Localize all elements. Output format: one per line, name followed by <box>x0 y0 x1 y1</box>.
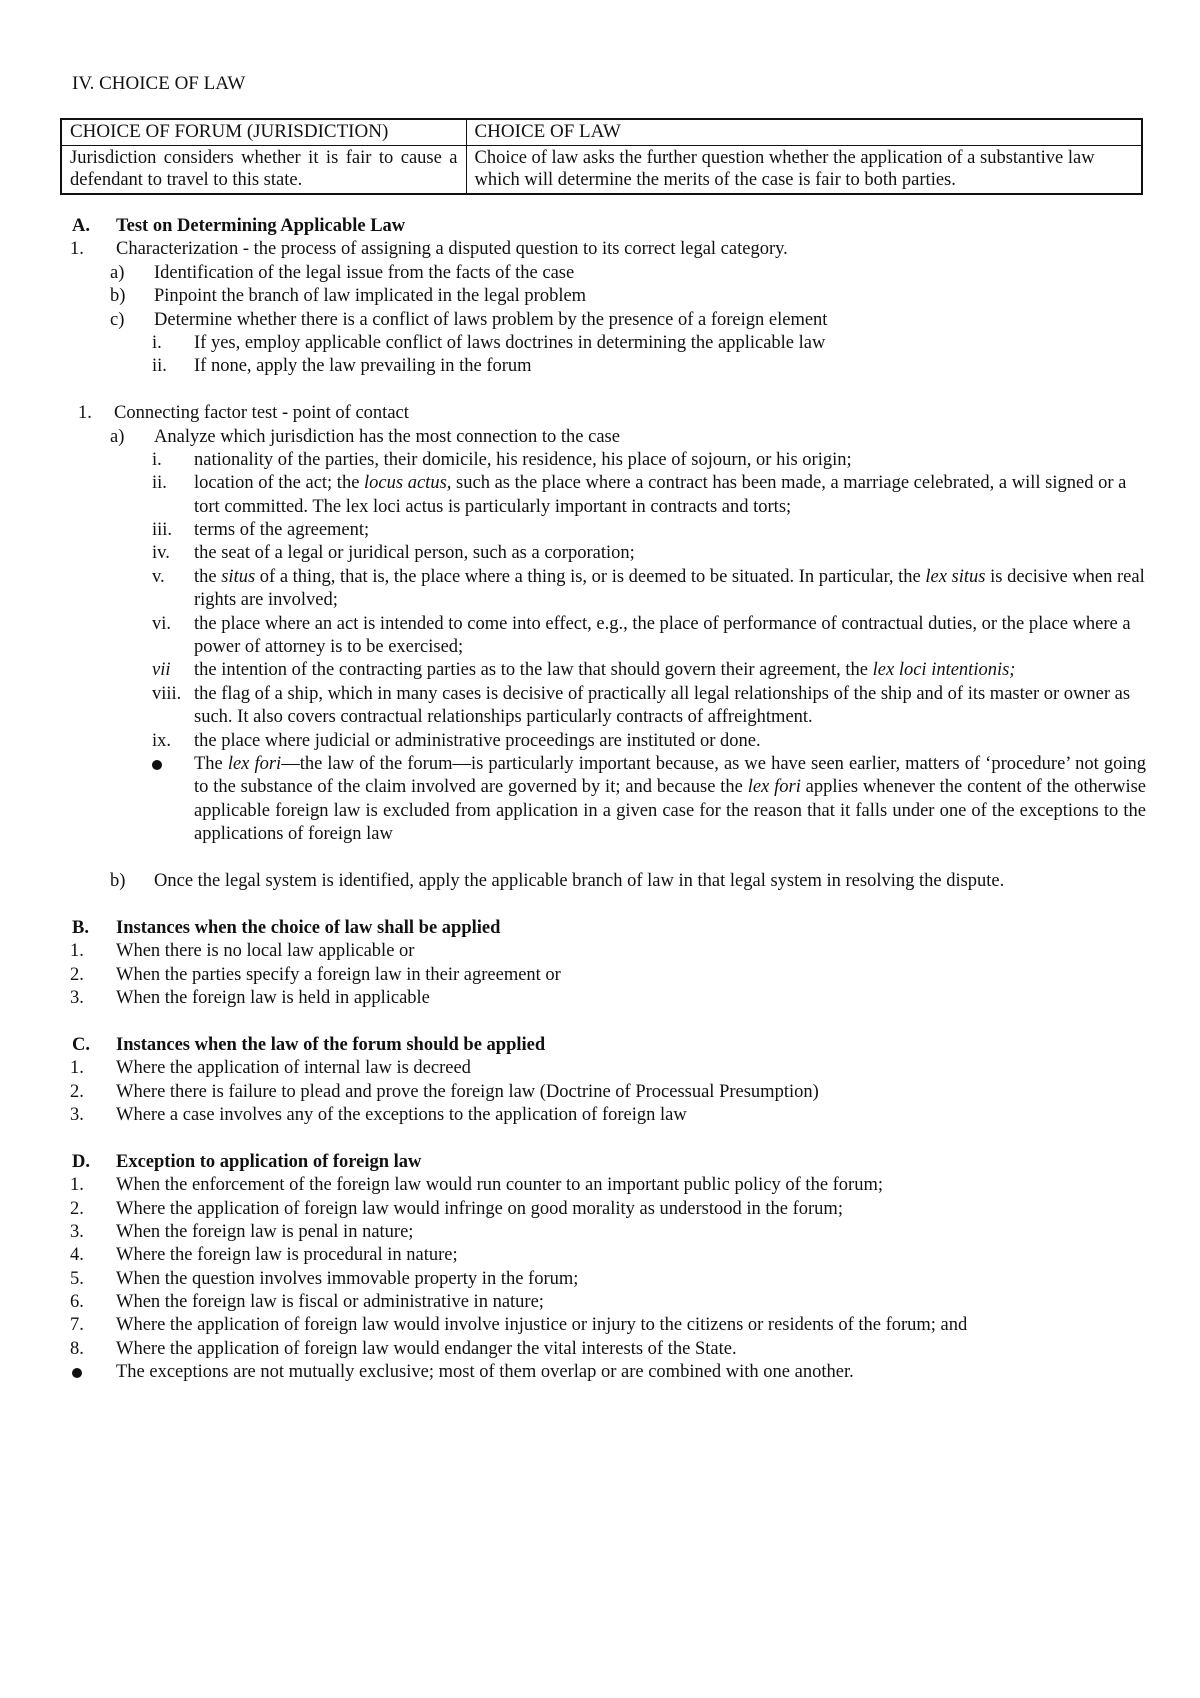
item-number: 3. <box>70 1104 84 1125</box>
list-item <box>68 987 1148 1010</box>
item-text: If yes, employ applicable conflict of laws doctrines in determining the applicable law <box>194 332 826 353</box>
item-text <box>194 566 1146 613</box>
list-item <box>68 1291 1148 1314</box>
factor-item <box>68 519 1148 542</box>
item-text: Characterization - the process of assigning a disputed question to its correct legal category. <box>116 239 788 260</box>
item-number: 2. <box>70 964 84 985</box>
section-title: Instances when the choice of law shall be applied <box>116 917 501 938</box>
item-text <box>194 472 1146 519</box>
section-key: A. <box>72 216 90 236</box>
item-text <box>194 753 1146 847</box>
item-number: i. <box>152 332 162 353</box>
table-cell-forum: Jurisdiction considers whether it is fair to cause a defendant to travel to this state. <box>61 146 466 195</box>
list-item <box>68 1268 1148 1291</box>
factor-item <box>68 472 1148 519</box>
list-item <box>68 1198 1148 1221</box>
factor-item <box>68 659 1148 682</box>
item-text: the place where judicial or administrative proceedings are instituted or done. <box>194 730 761 751</box>
list-item <box>68 1174 1148 1197</box>
item-number: b) <box>110 871 126 892</box>
section-c-heading <box>68 1034 1148 1057</box>
item-text: Where the application of foreign law would endanger the vital interests of the State. <box>116 1338 737 1359</box>
section-title: Exception to application of foreign law <box>116 1151 422 1172</box>
item-text: When the enforcement of the foreign law would run counter to an important public policy of the forum; <box>116 1175 884 1196</box>
item-text <box>194 659 1146 682</box>
table-header-law: CHOICE OF LAW <box>466 119 1142 146</box>
text-run: is decisive when real rights are involved; <box>194 566 1145 611</box>
list-item <box>68 1081 1148 1104</box>
text-run: the intention of the contracting parties as to the law that should govern their agreement, the <box>194 660 873 681</box>
italic-term: lex loci intentionis; <box>872 660 1016 681</box>
text-run: The <box>194 754 228 775</box>
text-run: applies whenever the content of the otherwise applicable foreign law is excluded from application in a given case for the reason that it falls under one of the exceptions to the applications of foreign law <box>194 777 1147 845</box>
item-number: a) <box>110 426 125 447</box>
page-title: IV. CHOICE OF LAW <box>72 73 246 94</box>
list-item <box>68 402 1148 425</box>
bullet-item <box>68 753 1148 847</box>
item-text: Where the application of internal law is decreed <box>116 1058 471 1079</box>
bullet-icon <box>152 753 162 777</box>
item-text: Connecting factor test - point of contact <box>114 403 409 424</box>
item-text: Where the foreign law is procedural in nature; <box>116 1245 458 1266</box>
italic-term: lex fori <box>227 754 282 775</box>
list-item <box>68 1104 1148 1127</box>
item-text: If none, apply the law prevailing in the forum <box>194 356 532 377</box>
item-number: viii. <box>152 683 182 704</box>
list-item <box>68 1057 1148 1080</box>
list-item <box>68 355 1148 378</box>
document-body <box>68 215 1148 1385</box>
item-text: Once the legal system is identified, apply the applicable branch of law in that legal system in resolving the dispute. <box>154 871 1005 892</box>
list-item <box>68 238 1148 261</box>
list-item <box>68 1314 1148 1337</box>
item-number: 1. <box>70 941 84 962</box>
item-text: Pinpoint the branch of law implicated in the legal problem <box>154 286 587 307</box>
list-item <box>68 964 1148 987</box>
item-number: 3. <box>70 987 84 1008</box>
section-b-heading <box>68 917 1148 940</box>
factor-item <box>68 542 1148 565</box>
text-run: the <box>194 566 222 587</box>
section-a-heading <box>68 215 1148 238</box>
item-text: the place where an act is intended to come into effect, e.g., the place of performance of contractual duties, or the place where a power of attorney is to be exercised; <box>194 613 1131 658</box>
item-number: iii. <box>152 520 173 541</box>
factor-item <box>68 683 1148 730</box>
item-number: v. <box>152 566 165 587</box>
item-text: Identification of the legal issue from the facts of the case <box>154 262 575 283</box>
factor-item <box>68 730 1148 753</box>
table-header-forum: CHOICE OF FORUM (JURISDICTION) <box>61 119 466 146</box>
item-text: Where the application of foreign law would involve injustice or injury to the citizens or residents of the forum; and <box>116 1315 968 1336</box>
bullet-item <box>68 1361 1148 1384</box>
item-number: 5. <box>70 1268 84 1289</box>
item-text: terms of the agreement; <box>194 520 370 541</box>
item-number: 1. <box>70 239 84 260</box>
list-item <box>68 1338 1148 1361</box>
italic-term: locus actus, <box>364 473 452 494</box>
item-number: 8. <box>70 1338 84 1359</box>
item-number: vii <box>152 660 171 681</box>
section-key: B. <box>72 917 89 938</box>
table-cell-law: Choice of law asks the further question whether the application of a substantive law which will determine the merits of the case is fair to both parties. <box>466 146 1142 195</box>
item-text: The exceptions are not mutually exclusive; most of them overlap or are combined with one another. <box>116 1362 854 1383</box>
bullet-icon <box>70 1361 82 1385</box>
list-item <box>68 870 1148 893</box>
italic-term: lex fori <box>747 777 801 798</box>
list-item <box>68 1244 1148 1267</box>
item-number: 7. <box>70 1315 84 1336</box>
section-title: Instances when the law of the forum should be applied <box>116 1034 546 1055</box>
list-item <box>68 332 1148 355</box>
item-text: When the question involves immovable property in the forum; <box>116 1268 579 1289</box>
list-item <box>68 285 1148 308</box>
item-number: 3. <box>70 1221 84 1242</box>
item-text: Analyze which jurisdiction has the most connection to the case <box>154 426 620 447</box>
item-number: a) <box>110 262 125 283</box>
item-number: iv. <box>152 543 170 564</box>
item-number: 1. <box>70 1175 84 1196</box>
table-header-row <box>61 119 1142 146</box>
item-number: 2. <box>70 1198 84 1219</box>
item-number: 1. <box>78 403 92 424</box>
item-number: vi. <box>152 613 172 634</box>
item-text: When the foreign law is fiscal or administrative in nature; <box>116 1292 544 1313</box>
list-item <box>68 1221 1148 1244</box>
item-text: Where the application of foreign law would infringe on good morality as understood in the forum; <box>116 1198 843 1219</box>
list-item <box>68 262 1148 285</box>
item-text: the flag of a ship, which in many cases is decisive of practically all legal relationships of the ship and of its master or owner as such. It also covers contractual relationships particularly contracts of affreightment. <box>194 683 1131 728</box>
italic-term: lex situs <box>925 566 986 587</box>
item-text: nationality of the parties, their domicile, his residence, his place of sojourn, or his origin; <box>194 449 852 470</box>
item-number: ii. <box>152 356 167 377</box>
text-run: of a thing, that is, the place where a thing is, or is deemed to be situated. In particular, the <box>255 566 926 587</box>
table-row <box>61 146 1142 195</box>
section-d-heading <box>68 1151 1148 1174</box>
list-item <box>68 309 1148 332</box>
list-item <box>68 940 1148 963</box>
item-number: ii. <box>152 473 167 494</box>
item-text: When the foreign law is penal in nature; <box>116 1221 414 1242</box>
text-run: location of the act; the <box>194 473 365 494</box>
section-title: Test on Determining Applicable Law <box>116 216 406 236</box>
item-number: c) <box>110 309 125 330</box>
item-text: Where a case involves any of the exceptions to the application of foreign law <box>116 1104 687 1125</box>
text-run: —the law of the forum—is particularly important because, as we have seen earlier, matters of ‘procedure’ not going to the substance of the claim involved are governed by it; and because the <box>194 754 1146 798</box>
item-text: When the parties specify a foreign law in their agreement or <box>116 964 561 985</box>
item-text: the seat of a legal or juridical person, such as a corporation; <box>194 543 635 564</box>
item-number: 4. <box>70 1245 84 1266</box>
item-number: 1. <box>70 1058 84 1079</box>
item-number: i. <box>152 449 162 470</box>
italic-term: situs <box>221 566 256 587</box>
factor-item <box>68 449 1148 472</box>
item-text: Where there is failure to plead and prove the foreign law (Doctrine of Processual Presumption) <box>116 1081 819 1102</box>
factor-item <box>68 613 1148 660</box>
factor-item <box>68 566 1148 613</box>
list-item <box>68 426 1148 449</box>
item-text: When there is no local law applicable or <box>116 941 415 962</box>
item-text: When the foreign law is held in applicable <box>116 987 430 1008</box>
item-number: ix. <box>152 730 172 751</box>
item-number: 6. <box>70 1292 84 1313</box>
comparison-table <box>60 118 1143 195</box>
section-key: D. <box>72 1151 90 1172</box>
text-run: such as the place where a contract has been made, a marriage celebrated, a will signed or a tort committed. The lex loci actus is particularly important in contracts and torts; <box>194 473 1127 517</box>
item-number: 2. <box>70 1081 84 1102</box>
item-number: b) <box>110 286 126 307</box>
item-text: Determine whether there is a conflict of laws problem by the presence of a foreign element <box>154 309 828 330</box>
section-key: C. <box>72 1034 90 1055</box>
